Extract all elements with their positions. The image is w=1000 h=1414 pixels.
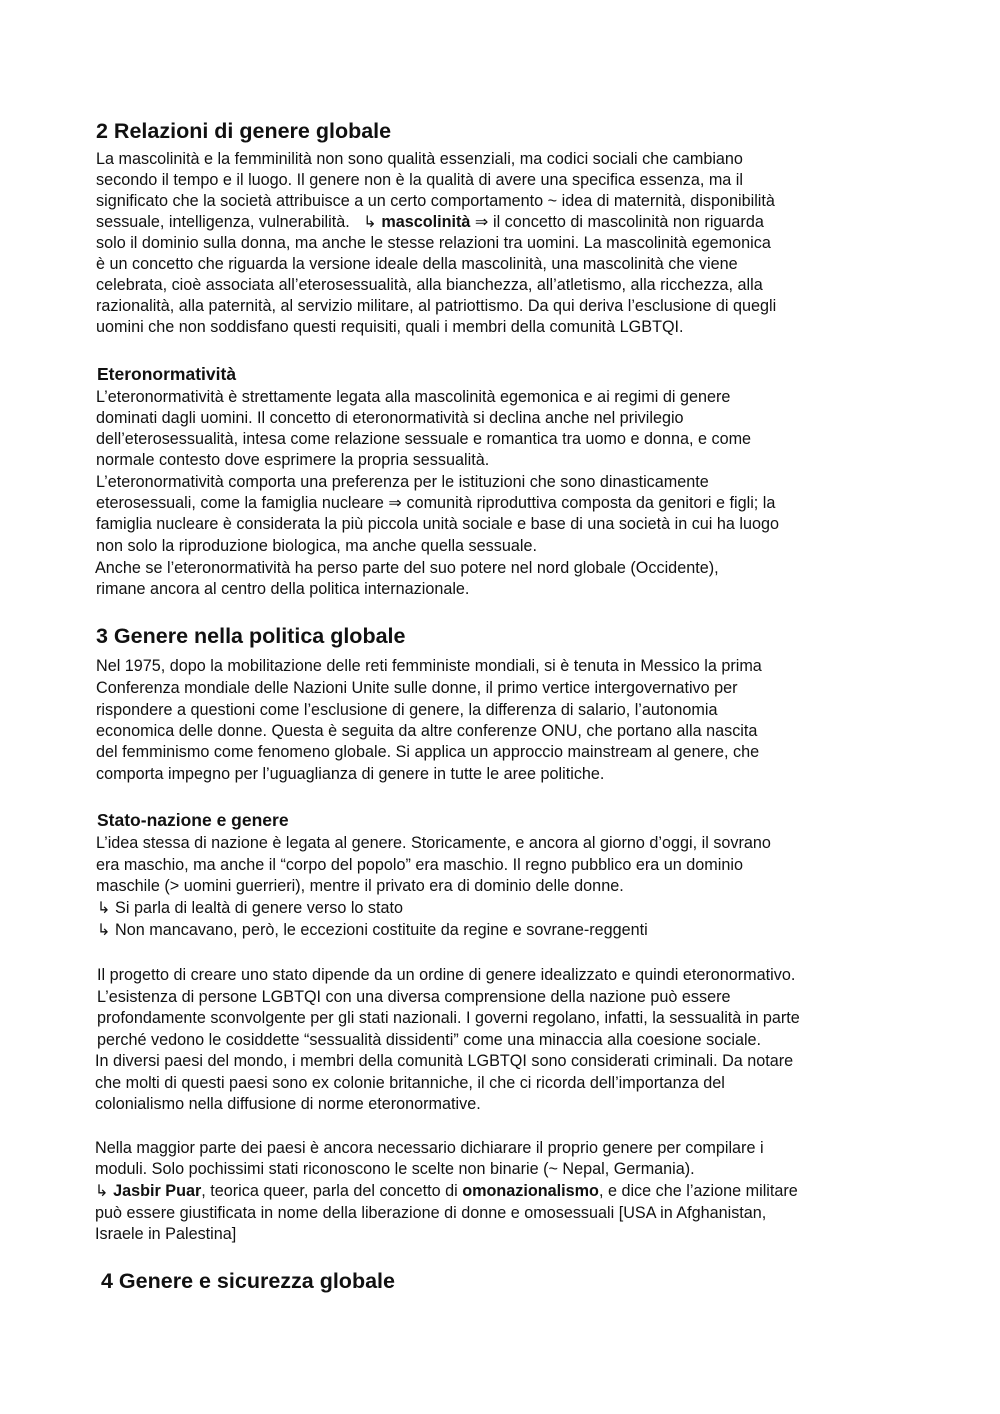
paragraph-line: perché vedono le cosiddette “sessualità dissidenti” come una minaccia alla coesione sociale.: [97, 1031, 762, 1049]
author-name: Jasbir Puar: [113, 1182, 202, 1200]
paragraph-line: del femminismo come fenomeno globale. Si applica un approccio mainstream al genere, che: [96, 743, 760, 761]
paragraph-line: solo il dominio sulla donna, ma anche le stesse relazioni tra uomini. La mascolinità egemonica: [96, 234, 771, 252]
paragraph-line: dell’eterosessualità, intesa come relazione sessuale e romantica tra uomo e donna, e come: [96, 430, 752, 448]
subsection-heading: Eteronormatività: [97, 364, 237, 384]
paragraph-line: uomini che non soddisfano questi requisiti, quali i membri della comunità LGBTQI.: [96, 318, 684, 336]
paragraph-line: rispondere a questioni come l’esclusione di genere, la differenza di salario, l’autonomia: [96, 701, 718, 719]
paragraph-line: L’esistenza di persone LGBTQI con una diversa comprensione della nazione può essere: [97, 988, 731, 1006]
paragraph-line: è un concetto che riguarda la versione ideale della mascolinità, una mascolinità che viene: [96, 255, 738, 273]
paragraph-line: era maschio, ma anche il “corpo del popolo” era maschio. Il regno pubblico era un dominio: [96, 856, 743, 874]
paragraph-line: Nella maggior parte dei paesi è ancora necessario dichiarare il proprio genere per compilare i: [95, 1139, 764, 1157]
paragraph-line: L’idea stessa di nazione è legata al genere. Storicamente, e ancora al giorno d’oggi, il sovrano: [96, 834, 771, 852]
paragraph-line: Il progetto di creare uno stato dipende da un ordine di genere idealizzato e quindi eteronormativo.: [97, 966, 796, 984]
paragraph-line: che molti di questi paesi sono ex colonie britanniche, il che ci ricorda dell’importanza del: [95, 1074, 725, 1092]
paragraph-line: rimane ancora al centro della politica internazionale.: [96, 580, 470, 598]
paragraph-line: L’eteronormatività è strettamente legata alla mascolinità egemonica e ai regimi di genere: [96, 388, 731, 406]
paragraph-line: razionalità, alla paternità, al servizio militare, al patriottismo. Da qui deriva l’esclusione di quegli: [96, 297, 777, 315]
subsection-heading: Stato-nazione e genere: [97, 810, 289, 830]
paragraph-line: Nel 1975, dopo la mobilitazione delle reti femministe mondiali, si è tenuta in Messico la prima: [96, 657, 762, 675]
line-text: , e dice che l’azione militare: [598, 1182, 798, 1200]
paragraph-line: famiglia nucleare è considerata la più piccola unità sociale e base di una società in cui ha luogo: [96, 515, 780, 533]
paragraph-line: L’eteronormatività comporta una preferenza per le istituzioni che sono dinasticamente: [96, 473, 709, 491]
paragraph-line: dominati dagli uomini. Il concetto di eteronormatività si declina anche nel privilegio: [96, 409, 684, 427]
paragraph-line: può essere giustificata in nome della liberazione di donne e omosessuali [USA in Afghanistan,: [95, 1204, 767, 1222]
arrow-icon: ↳: [95, 1182, 109, 1200]
bullet-line: ↳ Si parla di lealtà di genere verso lo stato: [97, 899, 404, 917]
paragraph-line: normale contesto dove esprimere la propria sessualità.: [96, 451, 490, 469]
paragraph-line: maschile (> uomini guerrieri), mentre il privato era di dominio delle donne.: [96, 877, 624, 895]
paragraph-line: [96, 212, 764, 233]
paragraph-line: Anche se l’eteronormatività ha perso parte del suo potere nel nord globale (Occidente),: [95, 559, 719, 577]
paragraph-line: La mascolinità e la femminilità non sono qualità essenziali, ma codici sociali che cambiano: [96, 150, 743, 168]
paragraph-line: [95, 1181, 798, 1202]
section-3-heading: 3 Genere nella politica globale: [96, 624, 406, 648]
paragraph-line: secondo il tempo e il luogo. Il genere non è la qualità di avere una specifica essenza, ma il: [96, 171, 743, 189]
arrow-icon: ↳: [363, 213, 377, 231]
paragraph-line: Israele in Palestina]: [95, 1225, 237, 1243]
paragraph-line: economica delle donne. Questa è seguita da altre conferenze ONU, che portano alla nascita: [96, 722, 758, 740]
paragraph-line: significato che la società attribuisce a un certo comportamento ~ idea di maternità, disponibilità: [96, 192, 775, 210]
paragraph-line: Conferenza mondiale delle Nazioni Unite sulle donne, il primo vertice intergovernativo per: [96, 679, 738, 697]
line-text: , teorica queer, parla del concetto di: [201, 1182, 458, 1200]
section-4-heading: 4 Genere e sicurezza globale: [101, 1269, 395, 1293]
paragraph-line: eterosessuali, come la famiglia nucleare ⇒ comunità riproduttiva composta da genitori e figli; la: [96, 494, 776, 512]
paragraph-line: In diversi paesi del mondo, i membri della comunità LGBTQI sono considerati criminali. Da notare: [95, 1052, 794, 1070]
term-mascolinita: mascolinità: [381, 213, 471, 231]
paragraph-line: comporta impegno per l’uguaglianza di genere in tutte le aree politiche.: [96, 765, 605, 783]
paragraph-line: colonialismo nella diffusione di norme eteronormative.: [95, 1095, 481, 1113]
paragraph-line: moduli. Solo pochissimi stati riconoscono le scelte non binarie (~ Nepal, Germania).: [95, 1160, 695, 1178]
section-2-heading: 2 Relazioni di genere globale: [96, 119, 392, 143]
bullet-line: ↳ Non mancavano, però, le eccezioni costituite da regine e sovrane-reggenti: [97, 921, 648, 939]
term-omonazionalismo: omonazionalismo: [462, 1182, 599, 1200]
paragraph-line: celebrata, cioè associata all’eterosessualità, alla bianchezza, all’atletismo, alla ricchezza, alla: [96, 276, 763, 294]
line-text: sessuale, intelligenza, vulnerabilità.: [96, 213, 350, 231]
paragraph-line: profondamente sconvolgente per gli stati nazionali. I governi regolano, infatti, la sessualità in parte: [97, 1009, 800, 1027]
paragraph-line: non solo la riproduzione biologica, ma anche quella sessuale.: [96, 537, 537, 555]
line-text: ⇒ il concetto di mascolinità non riguarda: [474, 213, 764, 231]
